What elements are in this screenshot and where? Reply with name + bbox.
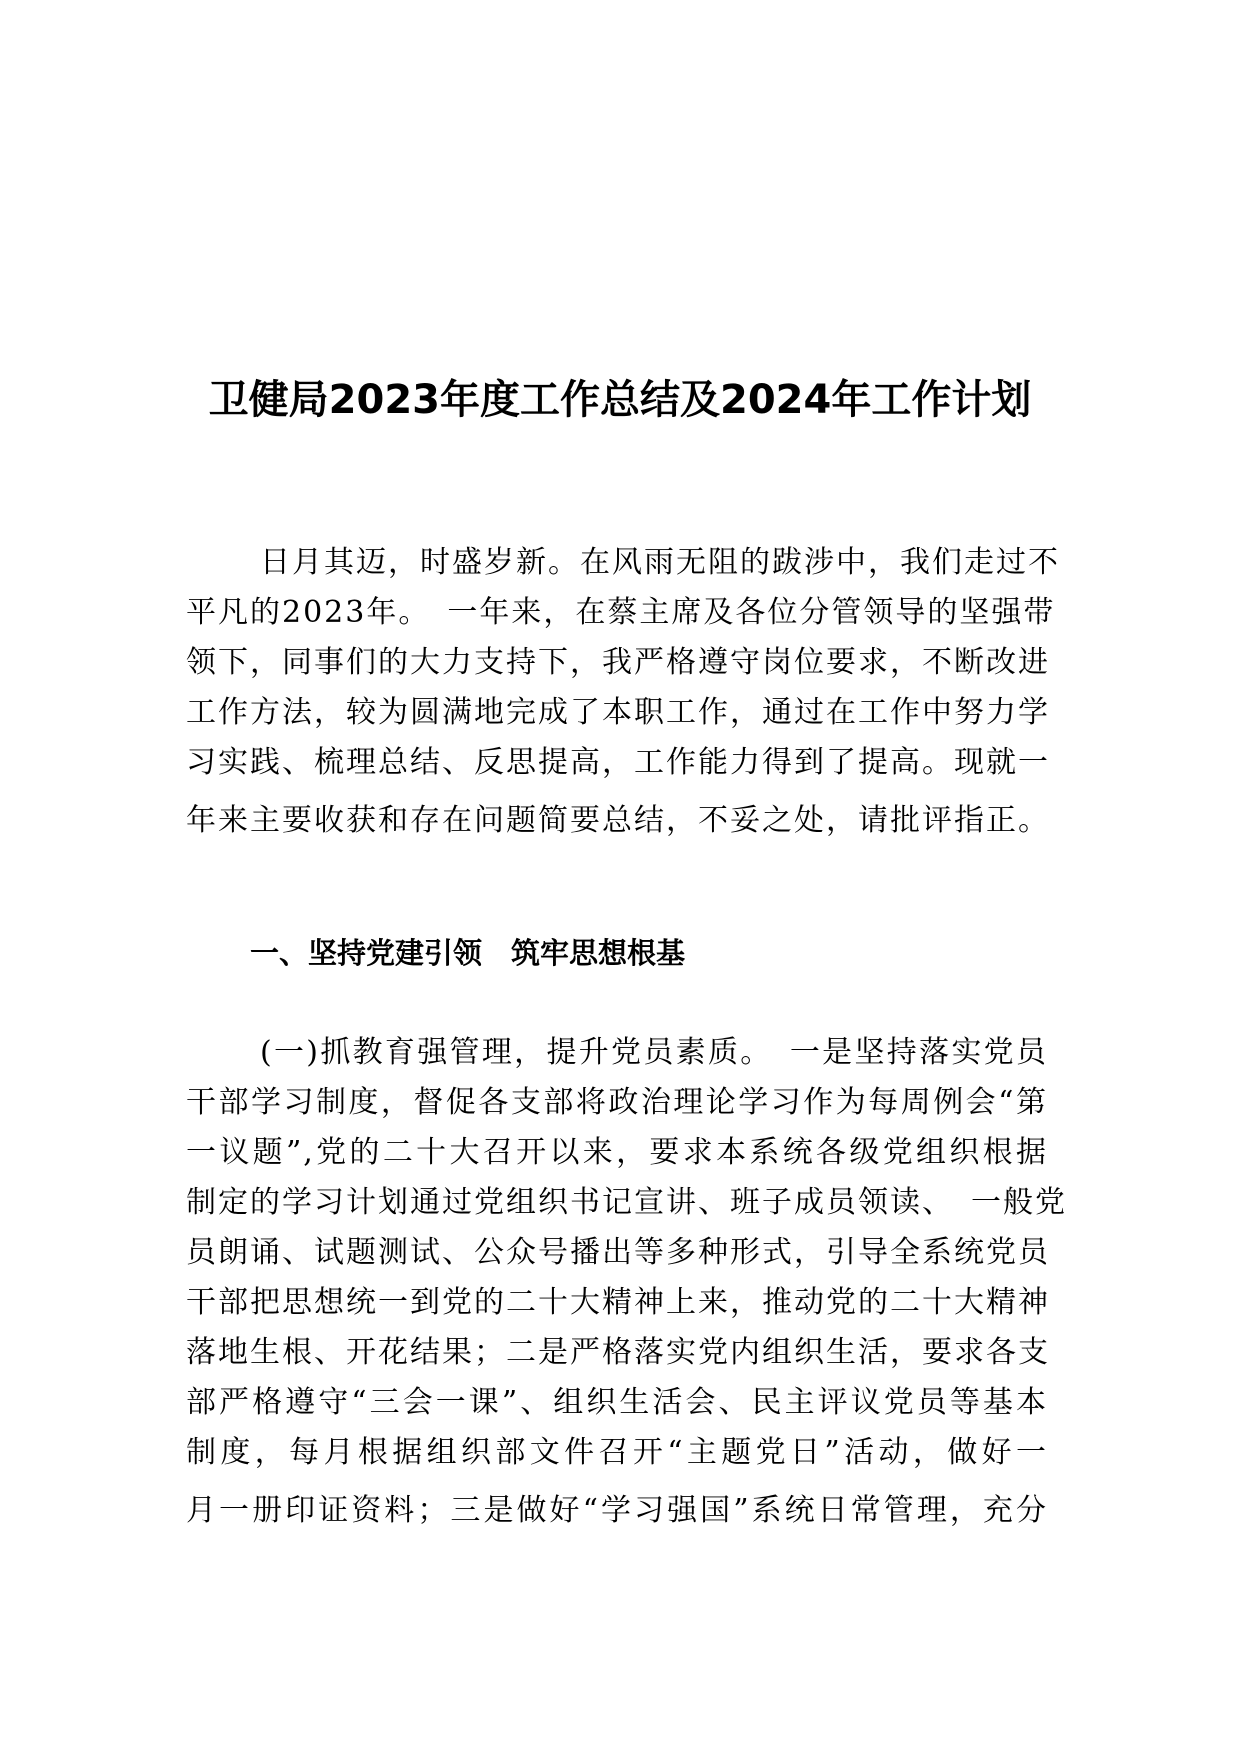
paragraph-line: 制度，每月根据组织部文件召开“主题党日”活动，做好一 (186, 1435, 1048, 1470)
paragraph-line: 领下，同事们的大力支持下，我严格遵守岗位要求，不断改进 (186, 645, 1050, 680)
paragraph-line: 制定的学习计划通过党组织书记宣讲、班子成员领读、 一般党 (186, 1185, 1067, 1220)
paragraph-line: 月一册印证资料；三是做好“学习强国”系统日常管理，充分 (186, 1493, 1048, 1528)
paragraph-line: 一议题”,党的二十大召开以来，要求本系统各级党组织根据 (186, 1135, 1048, 1170)
intro-paragraph (186, 538, 1060, 846)
paragraph-line: 日月其迈，时盛岁新。在风雨无阻的跋涉中，我们走过不 (260, 545, 1060, 580)
document-title: 卫健局2023年度工作总结及2024年工作计划 (208, 377, 1032, 423)
paragraph-line: (一)抓教育强管理，提升党员素质。 一是坚持落实党员 (260, 1035, 1048, 1070)
paragraph-line: 员朗诵、试题测试、公众号播出等多种形式，引导全系统党员 (186, 1235, 1050, 1270)
section-paragraph (186, 1028, 1067, 1536)
paragraph-line: 平凡的2023年。 一年来，在蔡主席及各位分管领导的坚强带 (186, 595, 1056, 630)
paragraph-line: 习实践、梳理总结、反思提高，工作能力得到了提高。现就一 (186, 745, 1050, 780)
paragraph-line: 工作方法，较为圆满地完成了本职工作，通过在工作中努力学 (186, 695, 1050, 730)
paragraph-line: 部严格遵守“三会一课”、组织生活会、民主评议党员等基本 (186, 1385, 1048, 1420)
paragraph-line: 落地生根、开花结果；二是严格落实党内组织生活，要求各支 (186, 1335, 1050, 1370)
paragraph-line: 干部学习制度，督促各支部将政治理论学习作为每周例会“第 (186, 1085, 1048, 1120)
paragraph-line: 干部把思想统一到党的二十大精神上来，推动党的二十大精神 (186, 1285, 1050, 1320)
paragraph-line: 年来主要收获和存在问题简要总结，不妥之处，请批评指正。 (186, 803, 1050, 838)
section-heading: 一、坚持党建引领 筑牢思想根基 (250, 936, 686, 970)
